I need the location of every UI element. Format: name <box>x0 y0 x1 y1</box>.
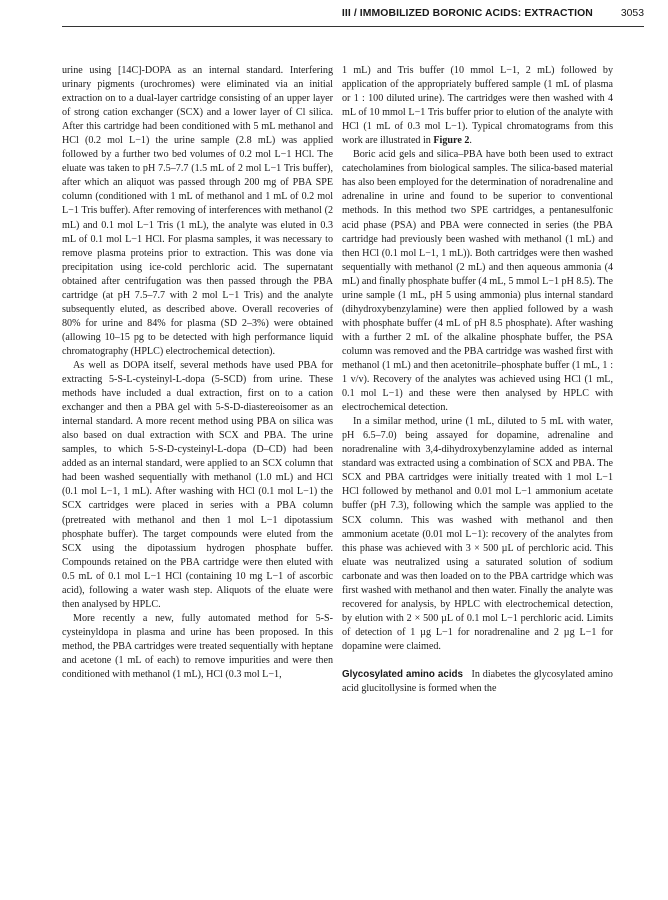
running-header-title: III / IMMOBILIZED BORONIC ACIDS: EXTRACTION <box>341 8 593 19</box>
page-number: 3053 <box>620 8 644 19</box>
paragraph-text: . <box>469 135 472 147</box>
paragraph-text: 1 mL) and Tris buffer (10 mmol L−1, 2 mL) followed by application of the appropriately buffered sample (1 mL of plasma or 1 : 100 diluted urine). The cartridges were then washed with 4 mL of 10 mmol L−1 Tris buffer prior to elution of the analyte with HCl (1 mL of 0.3 mol L−1). Typical chromatograms from this work are illustrated in <box>342 65 613 147</box>
header-rule <box>62 26 644 27</box>
paragraph: urine using [14C]-DOPA as an internal standard. Interfering urinary pigments (urochromes) were eliminated via an initial extraction on to a dual-layer cartridge consisting of an upper layer of strong cation exchanger (SCX) and a lower layer of Cl silica. After this cartridge had been conditioned with 5 mL methanol and HCl (0.2 mol L−1) the urine sample (2.8 mL) was applied followed by a further two bed volumes of 0.2 mol L−1 HCl. The eluate was taken to pH 7.5–7.7 (1.5 mL of 2 mol L−1 Tris buffer), after which an aliquot was passed through 200 mg of PBA SPE column (conditioned with 1 mL of methanol and 1 mL of 0.2 mol L−1 Tris buffer). After removing of interferences with methanol (2 mL) and 0.1 mol L−1 Tris (1 mL), the analyte was eluted in 0.3 mL of 0.1 mol L−1 HCl. For plasma samples, it was necessary to remove plasma proteins prior to extraction. This was done via precipitation using ice-cold perchloric acid. The supernatant obtained after centrifugation was then passed through the PBA cartridge (at pH 7.5–7.7 with 2 mol L−1 Tris) and the analyte subsequently eluted, as described above. Overall recoveries of 80% for urine and 84% for plasma (SD 2–3%) were obtained (allowing 10–15 pg to be detected with high performance liquid chromatography (HPLC) electrochemical detection). <box>62 65 333 357</box>
paragraph: In a similar method, urine (1 mL, diluted to 5 mL with water, pH 6.5–7.0) being assayed for dopamine, adrenaline and noradrenaline with 3,4-dihydroxybenzylamine added as internal standard was extracted using a combination of SCX and PBA. The SCX and PBA cartridges were initially treated with 1 mol L−1 HCl followed by methanol and 0.01 mol L−1 ammonium acetate buffer (pH 7.3), following which the sample was applied to the SCX column. This was washed with methanol and then ammonium acetate (0.01 mol L−1): recovery of the analytes from this phase was achieved with 3 × 500 µL of perchloric acid. This eluate was neutralized using a saturated solution of sodium carbonate and was then loaded on to the PBA cartridge which was first washed with methanol and then water. Finally the analyte was recovered for analysis, by HPLC with electrochemical detection, by elution with 2 × 500 µL of 0.1 mol L−1 perchloric acid. Limits of detection of 1 µg L−1 for noradrenaline and 2 µg L−1 for dopamine were claimed. <box>342 416 613 652</box>
paragraph <box>342 668 613 696</box>
paragraph-text: In diabetes the glycosylated amino acid glucitollysine is formed when the <box>342 668 613 695</box>
paragraph: Boric acid gels and silica–PBA have both been used to extract catecholamines from biological samples. The silica-based material has also been employed for the determination of noradrenaline and adrenaline in urine and found to be superior to conventional methods. In this method two SPE cartridges, a pentanesulfonic acid phase (PSA) and PBA were connected in series (the PBA cartridge had previously been washed with methanol (1 mL) and then HCl (0.1 mol L−1, 1 mL)). Both cartridges were then washed sequentially with methanol (2 mL) and then aqueous ammonia (4 mL) and finally phosphate buffer (4 mL, 5 mmol L−1 pH 8.5). The urine sample (1 mL, pH 5 using ammonia) plus internal standard (dihydroxybenzylamine) were then applied followed by a wash with phosphate buffer (4 mL of pH 8.5 phosphate). After washing with a further 2 mL of the alkaline phosphate buffer, the PSA column was removed and the PBA cartridge was washed first with methanol (1 mL) and then acetonitrile–phosphate buffer (1 mL, 1 : 1 v/v). Recovery of the analytes was achieved using HCl (1 mL, 0.1 mol L−1) and these were then analysed by HPLC with electrochemical detection. <box>342 149 613 414</box>
paragraph <box>342 64 613 148</box>
left-column <box>62 64 333 682</box>
paragraph: As well as DOPA itself, several methods have used PBA for extracting 5-S-L-cysteinyl-L-dopa (5-SCD) from urine. These methods have included a dual extraction, first on to a cation exchanger and then a PBA gel with 5-S-D-diastereoisomer as an internal standard. A more recent method using PBA on silica was also based on dual extraction with SCX and PBA. The urine samples, to which 5-S-D-cysteinyl-L-dopa (D–CD) had been added as an internal standard, were applied to an SCX column that had been washed sequentially with methanol (1.0 mL) and HCl (0.1 mol L−1, 1 mL). After washing with HCl (0.1 mol L−1) the SCX cartridges were placed in series with a PBA column (pretreated with methanol and then 1 mol L−1 dipotassium phosphate buffer). The target compounds were eluted from the SCX using the dipotassium hydrogen phosphate buffer. Compounds retained on the PBA cartridge were then eluted with 0.5 mL of 0.1 mol L−1 HCl (containing 10 mg L−1 of ascorbic acid), following a water wash step. Aliquots of the eluate were then analysed by HPLC. <box>62 359 333 610</box>
section-heading: Glycosylated amino acids <box>342 668 463 680</box>
paragraph: More recently a new, fully automated method for 5-S-cysteinyldopa in plasma and urine has been proposed. In this method, the PBA cartridges were treated sequentially with heptane and acetone (1 mL of each) to remove impurities and were then conditioned with methanol (1 mL), HCl (0.3 mol L−1, <box>62 612 333 681</box>
right-column <box>342 64 613 696</box>
figure-reference[interactable]: Figure 2 <box>433 135 470 147</box>
